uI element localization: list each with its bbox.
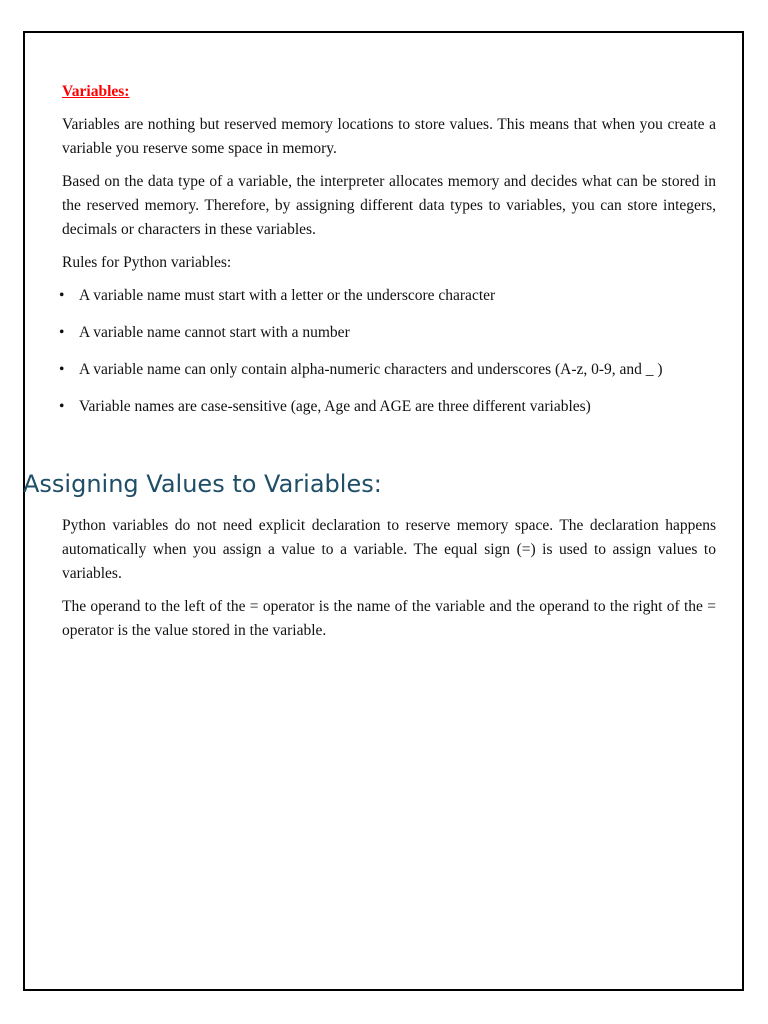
- list-item: [59, 284, 679, 308]
- bullet-icon: •: [59, 287, 65, 304]
- list-item: [59, 321, 679, 345]
- assigning-section: [62, 514, 716, 652]
- paragraph: The operand to the left of the = operator is the name of the variable and the operand to the right of the = operator is the value stored in the variable.: [62, 598, 716, 639]
- rules-list: [59, 284, 716, 419]
- bullet-icon: •: [59, 398, 65, 415]
- bullet-icon: •: [59, 361, 65, 378]
- list-item-text: Variable names are case-sensitive (age, Age and AGE are three different variables): [79, 398, 591, 415]
- section-title: Variables:: [62, 83, 130, 100]
- paragraph: Variables are nothing but reserved memory locations to store values. This means that when you create a variable you reserve some space in memory.: [62, 116, 716, 157]
- paragraph: Python variables do not need explicit declaration to reserve memory space. The declaration happens automatically when you assign a value to a variable. The equal sign (=) is used to assign values to variables.: [62, 517, 716, 582]
- list-item: [59, 358, 679, 382]
- list-item-text: A variable name cannot start with a number: [79, 324, 350, 341]
- list-item: [59, 395, 719, 419]
- paragraph: Based on the data type of a variable, the interpreter allocates memory and decides what can be stored in the reserved memory. Therefore, by assigning different data types to variables, you can store integers, decimals or characters in these variables.: [62, 173, 716, 238]
- list-item-text: A variable name must start with a letter or the underscore character: [79, 287, 496, 304]
- rules-intro: Rules for Python variables:: [62, 254, 232, 271]
- list-item-text: A variable name can only contain alpha-numeric characters and underscores (A-z, 0-9, and _ ): [79, 361, 663, 378]
- assigning-heading: Assigning Values to Variables:: [23, 470, 382, 498]
- variables-section: [59, 80, 716, 432]
- bullet-icon: •: [59, 324, 65, 341]
